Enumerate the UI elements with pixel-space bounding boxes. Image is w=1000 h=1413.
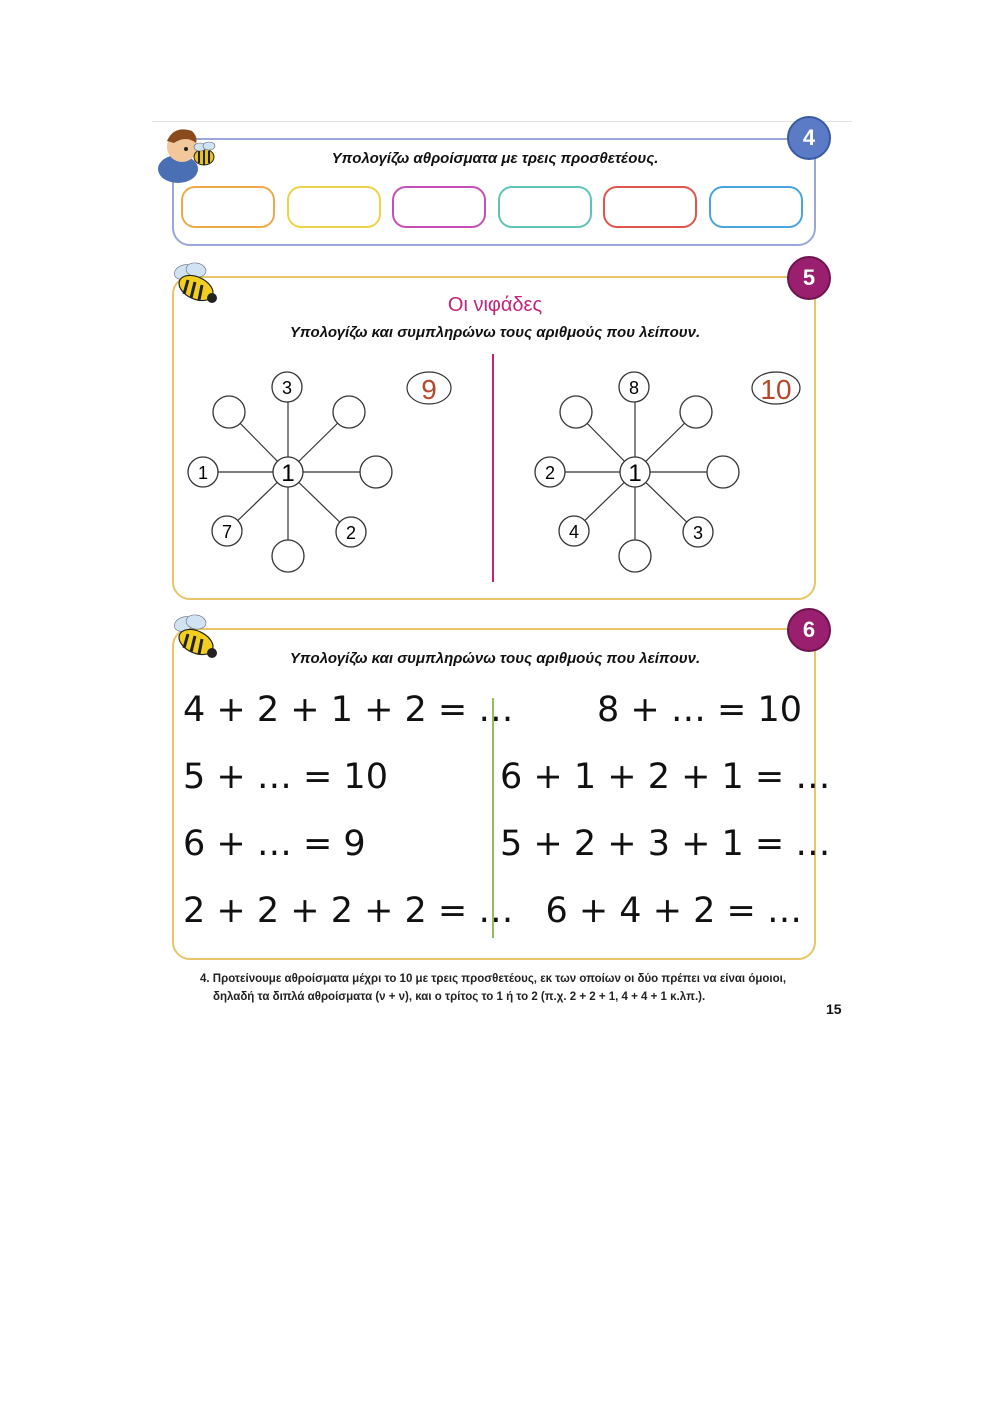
answer-box[interactable] (498, 186, 592, 228)
footnote-line-2: δηλαδή τα διπλά αθροίσματα (ν + ν), και ο τρίτος το 1 ή το 2 (π.χ. 2 + 2 + 1, 4 + 4 + 1 κ.λπ.). (213, 991, 706, 1003)
page-number: 15 (826, 1001, 842, 1017)
flake-top-value: 3 (281, 378, 293, 398)
answer-box[interactable] (603, 186, 697, 228)
answer-box[interactable] (709, 186, 803, 228)
flake-bottom-left-value: 7 (221, 522, 233, 542)
exercise-5-instruction: Υπολογίζω και συμπληρώνω τους αριθμούς που λείπουν. (289, 324, 701, 341)
exercise-4-instruction: Υπολογίζω αθροίσματα με τρεις προσθετέους. (331, 150, 659, 167)
exercise-6-badge: 6 (787, 608, 831, 652)
answer-box[interactable] (392, 186, 486, 228)
top-rule (152, 121, 852, 122)
flake-center-value: 1 (628, 460, 642, 487)
equation-right-1: 8 + … = 10 (597, 690, 802, 730)
bee-icon (168, 612, 224, 664)
flake-node (707, 456, 739, 488)
equation-left-2: 5 + … = 10 (183, 757, 388, 797)
exercise-6-instruction: Υπολογίζω και συμπληρώνω τους αριθμούς που λείπουν. (289, 650, 701, 667)
bee-icon (168, 260, 224, 306)
flake-node (360, 456, 392, 488)
flake-node (272, 540, 304, 572)
snowflake-2 (527, 360, 827, 580)
flake-node (619, 540, 651, 572)
flake-center-value: 1 (281, 460, 295, 487)
flake-bottom-right-value: 3 (692, 523, 704, 543)
flake-node (333, 396, 365, 428)
flake-top-value: 8 (628, 378, 640, 398)
flake-target: 10 (760, 374, 792, 405)
flake-bottom-left-value: 4 (568, 522, 580, 542)
flake-node (213, 396, 245, 428)
flake-node (560, 396, 592, 428)
snowflake-1 (180, 360, 480, 580)
footnote-line-1: 4. Προτείνουμε αθροίσματα μέχρι το 10 με τρεις προσθετέους, εκ των οποίων οι δύο πρέπει να είναι όμοιοι, (200, 973, 787, 985)
equation-right-2: 6 + 1 + 2 + 1 = … (500, 757, 831, 797)
equation-right-3: 5 + 2 + 3 + 1 = … (500, 824, 831, 864)
equation-left-1: 4 + 2 + 1 + 2 = … (183, 690, 514, 730)
exercise-5-divider (492, 354, 494, 582)
exercise-4-section (0, 0, 1000, 250)
equation-right-4: 6 + 4 + 2 = … (545, 891, 802, 931)
flake-target: 9 (421, 374, 437, 405)
flake-node (680, 396, 712, 428)
exercise-4-badge: 4 (787, 116, 831, 160)
boy-with-bee-illustration (152, 123, 224, 189)
exercise-5-badge: 5 (787, 256, 831, 300)
answer-box[interactable] (287, 186, 381, 228)
equation-left-4: 2 + 2 + 2 + 2 = … (183, 891, 514, 931)
flake-left-value: 2 (544, 463, 556, 483)
exercise-5-title: Οι νιφάδες (447, 294, 543, 316)
flake-bottom-right-value: 2 (345, 523, 357, 543)
answer-box[interactable] (181, 186, 275, 228)
flake-left-value: 1 (197, 463, 209, 483)
equation-left-3: 6 + … = 9 (183, 824, 366, 864)
